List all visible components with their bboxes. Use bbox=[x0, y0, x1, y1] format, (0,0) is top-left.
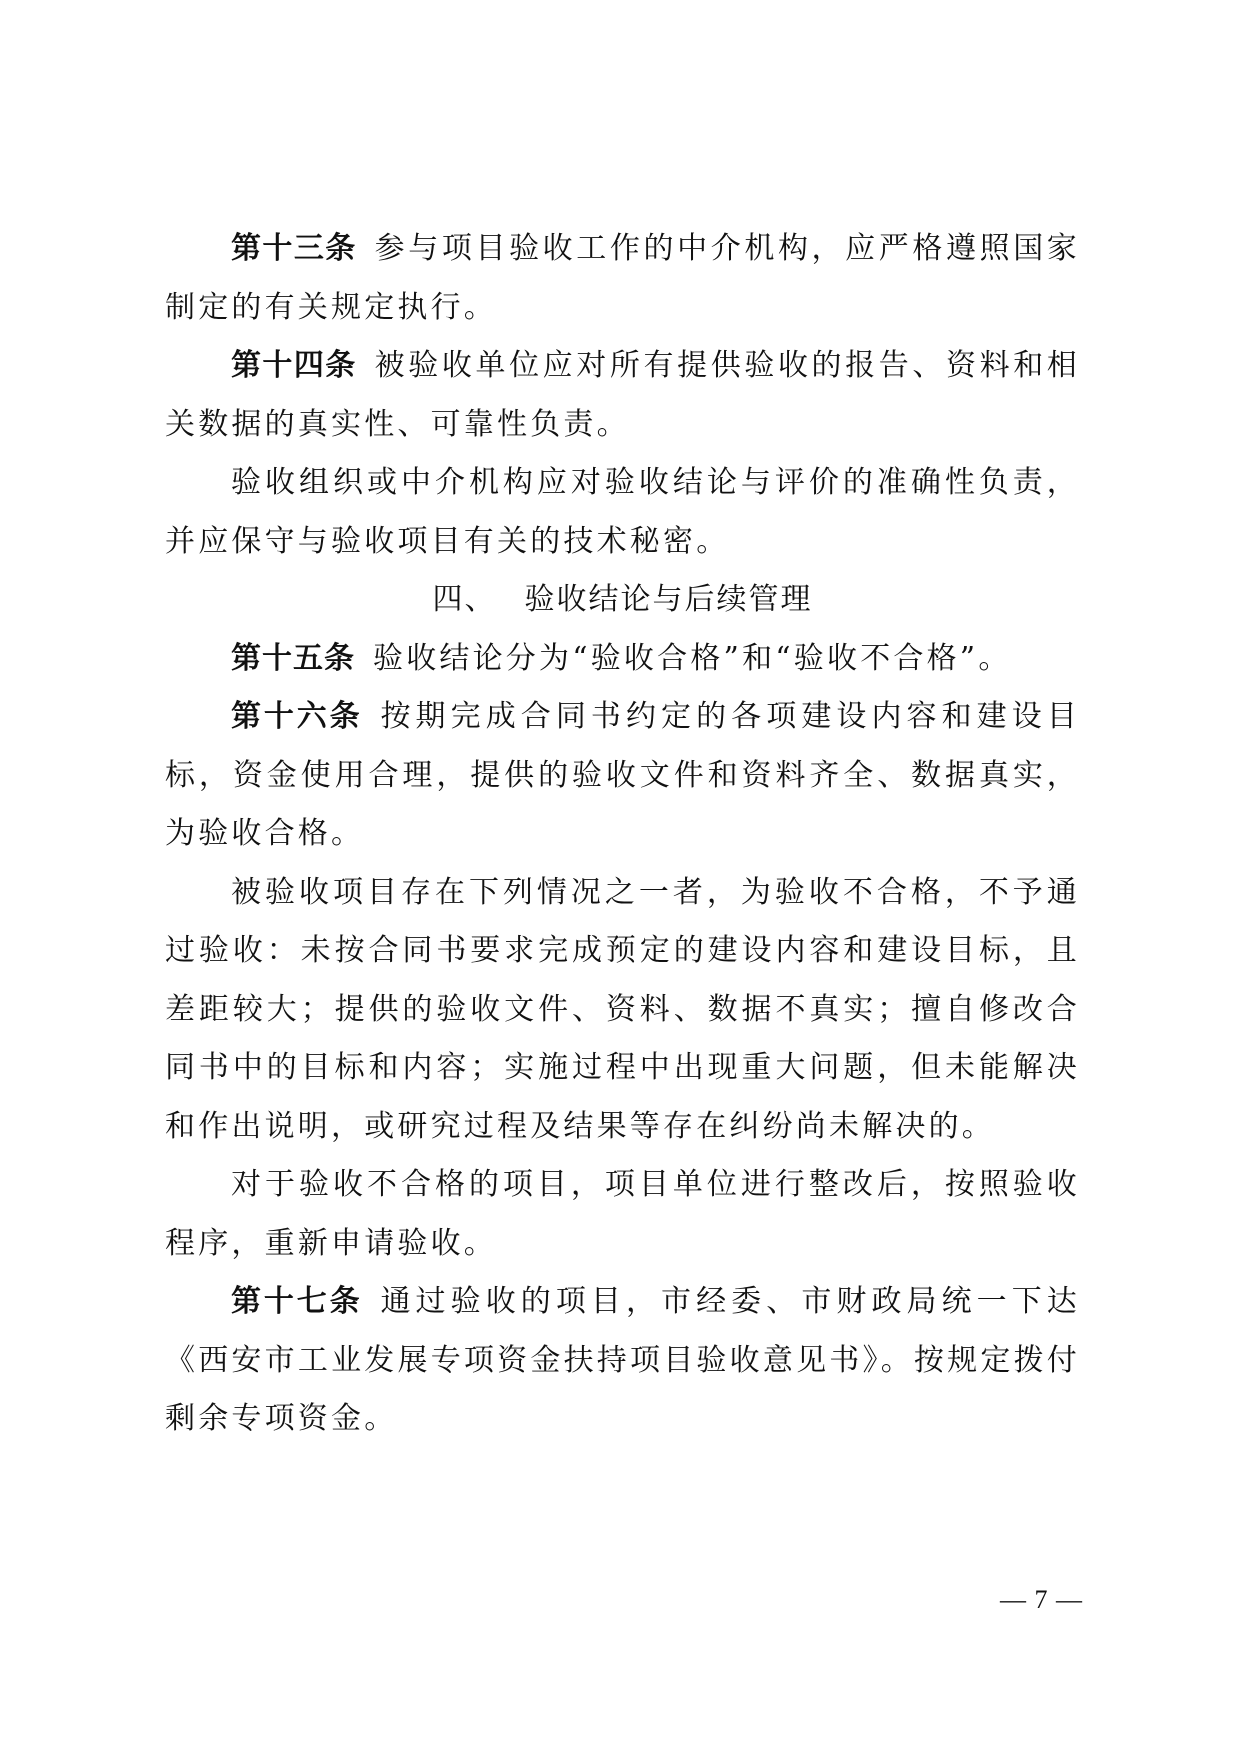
article-14 bbox=[165, 337, 1080, 454]
article-label: 第十七条 bbox=[231, 1284, 363, 1319]
article-label: 第十六条 bbox=[231, 699, 363, 734]
section-number: 四、 bbox=[432, 582, 497, 617]
article-15 bbox=[165, 630, 1080, 689]
article-label: 第十三条 bbox=[231, 231, 357, 266]
article-label: 第十四条 bbox=[231, 348, 357, 383]
article-text: 被验收单位应对所有提供验收的报告、资料和相关数据的真实性、可靠性负责。 bbox=[165, 348, 1081, 442]
section-heading bbox=[165, 571, 1080, 630]
article-13 bbox=[165, 220, 1080, 337]
paragraph-rectification bbox=[165, 1156, 1080, 1273]
article-text: 验收结论分为“验收合格”和“验收不合格”。 bbox=[373, 640, 1012, 676]
page-number: — 7 — bbox=[1000, 1585, 1083, 1614]
document-body bbox=[165, 220, 1080, 1449]
paragraph-text: 被验收项目存在下列情况之一者，为验收不合格，不予通过验收：未按合同书要求完成预定的建设内容和建设目标，且差距较大；提供的验收文件、资料、数据不真实；擅自修改合同书中的目标和内容；实施过程中出现重大问题，但未能解决和作出说明，或研究过程及结果等存在纠纷尚未解决的。 bbox=[165, 874, 1080, 1144]
paragraph-text: 对于验收不合格的项目，项目单位进行整改后，按照验收程序，重新申请验收。 bbox=[165, 1167, 1080, 1261]
article-16 bbox=[165, 688, 1080, 864]
article-text: 通过验收的项目，市经委、市财政局统一下达《西安市工业发展专项资金扶持项目验收意见书》。按规定拨付剩余专项资金。 bbox=[165, 1284, 1081, 1436]
article-label: 第十五条 bbox=[231, 640, 355, 676]
paragraph-text: 验收组织或中介机构应对验收结论与评价的准确性负责，并应保守与验收项目有关的技术秘密。 bbox=[165, 465, 1080, 559]
paragraph-confidentiality bbox=[165, 454, 1080, 571]
article-text: 参与项目验收工作的中介机构，应严格遵照国家制定的有关规定执行。 bbox=[165, 231, 1081, 325]
paragraph-unqualified bbox=[165, 864, 1080, 1157]
article-17 bbox=[165, 1273, 1080, 1449]
article-text: 按期完成合同书约定的各项建设内容和建设目标，资金使用合理，提供的验收文件和资料齐全、数据真实，为验收合格。 bbox=[165, 699, 1081, 851]
section-title: 验收结论与后续管理 bbox=[524, 582, 813, 617]
